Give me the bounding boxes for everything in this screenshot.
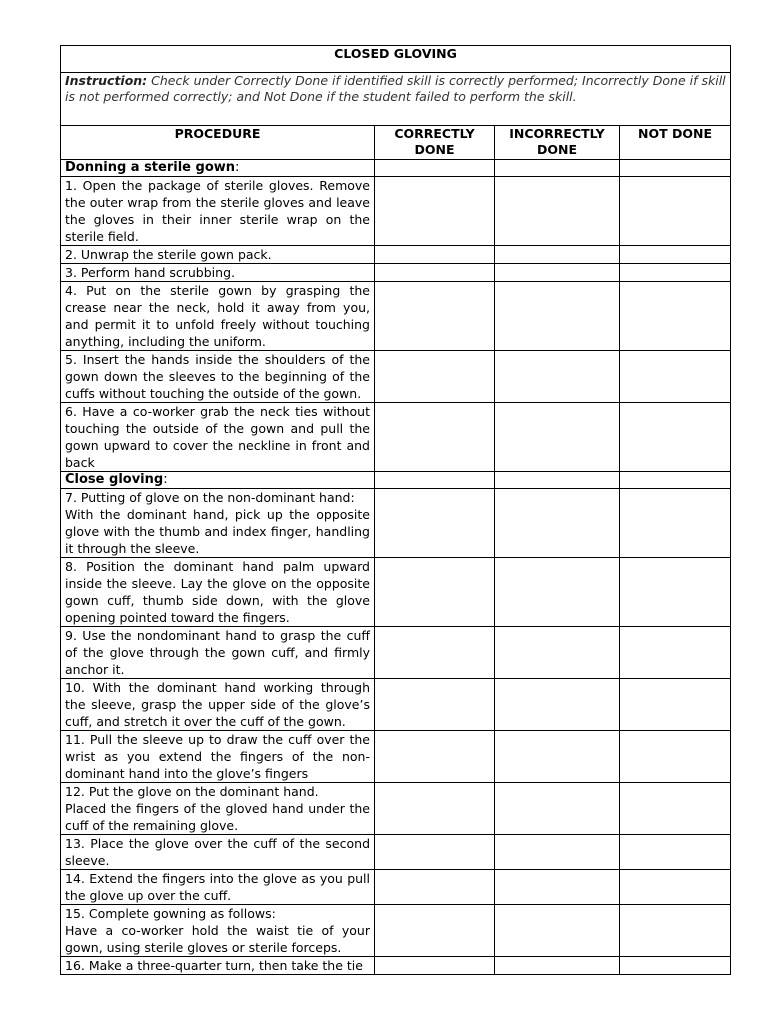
incorrectly-done-cell[interactable] [495,246,620,264]
not-done-cell[interactable] [620,627,731,679]
correctly-done-cell[interactable] [375,957,495,975]
correctly-done-cell[interactable] [375,905,495,957]
incorrectly-done-cell[interactable] [495,957,620,975]
procedure-step [61,282,375,351]
procedure-row [61,957,731,975]
procedure-row [61,282,731,351]
correctly-done-cell[interactable] [375,558,495,627]
procedure-row [61,679,731,731]
correctly-done-cell[interactable] [375,870,495,905]
closed-gloving-checklist [60,45,731,975]
procedure-row [61,351,731,403]
correctly-done-cell[interactable] [375,160,495,177]
procedure-header: PROCEDURE [61,126,375,160]
not-done-cell[interactable] [620,835,731,870]
procedure-text: 16. Make a three-quarter turn, then take the tie [65,958,363,973]
procedure-step [61,783,375,835]
procedure-text: 2. Unwrap the sterile gown pack. [65,247,272,262]
procedure-text: Placed the fingers of the gloved hand under the cuff of the remaining glove. [65,801,370,833]
section-row [61,160,731,177]
instruction-row [61,73,731,126]
procedure-text: 11. Pull the sleeve up to draw the cuff over the wrist as you extend the fingers of the non-dominant hand into the glove’s fingers [65,732,370,781]
procedure-row [61,731,731,783]
not-done-cell[interactable] [620,351,731,403]
title-row [61,46,731,73]
procedure-step [61,731,375,783]
correctly-done-cell[interactable] [375,627,495,679]
procedure-step [61,627,375,679]
incorrectly-done-cell[interactable] [495,160,620,177]
procedure-row [61,627,731,679]
incorrectly-done-cell[interactable] [495,905,620,957]
correctly-done-cell[interactable] [375,246,495,264]
procedure-text: Have a co-worker hold the waist tie of your gown, using sterile gloves or sterile forceps. [65,923,370,955]
procedure-text: 8. Position the dominant hand palm upward inside the sleeve. Lay the glove on the opposite gown cuff, thumb side down, with the glove opening pointed toward the fingers. [65,559,370,625]
correctly-done-cell[interactable] [375,783,495,835]
procedure-text: 13. Place the glove over the cuff of the second sleeve. [65,836,370,868]
not-done-cell[interactable] [620,472,731,489]
procedure-row [61,783,731,835]
correctly-done-cell[interactable] [375,351,495,403]
not-done-header: NOT DONE [620,126,731,160]
incorrectly-done-cell[interactable] [495,783,620,835]
not-done-cell[interactable] [620,679,731,731]
procedure-step [61,489,375,558]
correctly-done-cell[interactable] [375,679,495,731]
incorrectly-done-cell[interactable] [495,489,620,558]
document-title: CLOSED GLOVING [61,46,731,73]
procedure-text: Close gloving [65,472,164,487]
procedure-text: 10. With the dominant hand working through the sleeve, grasp the upper side of the glove’s cuff, and stretch it over the cuff of the gown. [65,680,370,729]
procedure-text: 3. Perform hand scrubbing. [65,265,235,280]
section-heading: Close gloving: [61,472,375,489]
correctly-done-cell[interactable] [375,264,495,282]
correctly-done-header: CORRECTLY DONE [375,126,495,160]
incorrectly-done-cell[interactable] [495,282,620,351]
not-done-cell[interactable] [620,403,731,472]
procedure-step [61,870,375,905]
procedure-step [61,905,375,957]
incorrectly-done-header: INCORRECTLY DONE [495,126,620,160]
incorrectly-done-cell[interactable] [495,403,620,472]
procedure-step [61,835,375,870]
procedure-text: 14. Extend the fingers into the glove as you pull the glove up over the cuff. [65,871,370,903]
procedure-step [61,177,375,246]
correctly-done-cell[interactable] [375,489,495,558]
incorrectly-done-cell[interactable] [495,835,620,870]
correctly-done-cell[interactable] [375,835,495,870]
procedure-row [61,246,731,264]
procedure-step [61,558,375,627]
procedure-step [61,679,375,731]
procedure-text: 5. Insert the hands inside the shoulders of the gown down the sleeves to the beginning of the cuffs without touching the outside of the gown. [65,352,370,401]
procedure-text: 9. Use the nondominant hand to grasp the cuff of the glove through the gown cuff, and firmly anchor it. [65,628,370,677]
correctly-done-cell[interactable] [375,403,495,472]
not-done-cell[interactable] [620,246,731,264]
incorrectly-done-cell[interactable] [495,679,620,731]
procedure-row [61,905,731,957]
procedure-text: Donning a sterile gown [65,160,236,175]
procedure-step [61,264,375,282]
not-done-cell[interactable] [620,489,731,558]
procedure-row [61,835,731,870]
not-done-cell[interactable] [620,731,731,783]
not-done-cell[interactable] [620,282,731,351]
procedure-step [61,957,375,975]
procedure-text: 6. Have a co-worker grab the neck ties without touching the outside of the gown and pull the gown upward to cover the neckline in front and back [65,404,370,470]
not-done-cell[interactable] [620,264,731,282]
incorrectly-done-cell[interactable] [495,264,620,282]
procedure-row [61,403,731,472]
correctly-done-cell[interactable] [375,177,495,246]
incorrectly-done-cell[interactable] [495,351,620,403]
procedure-step [61,351,375,403]
procedure-row [61,177,731,246]
not-done-cell[interactable] [620,870,731,905]
instruction-label: Instruction: [65,73,148,88]
section-row [61,472,731,489]
incorrectly-done-cell[interactable] [495,627,620,679]
not-done-cell[interactable] [620,783,731,835]
instruction-body: Check under Correctly Done if identified skill is correctly performed; Incorrectly Done if skill is not performed correctly; and Not Done if the student failed to perform the skill. [65,73,726,104]
procedure-text: 12. Put the glove on the dominant hand. [65,784,319,799]
procedure-step [61,403,375,472]
instruction-text [61,73,731,126]
not-done-cell[interactable] [620,957,731,975]
not-done-cell[interactable] [620,558,731,627]
incorrectly-done-cell[interactable] [495,558,620,627]
section-heading: Donning a sterile gown: [61,160,375,177]
column-header-row [61,126,731,160]
procedure-row [61,489,731,558]
correctly-done-cell[interactable] [375,282,495,351]
procedure-step [61,246,375,264]
incorrectly-done-cell[interactable] [495,870,620,905]
not-done-cell[interactable] [620,905,731,957]
procedure-text: 7. Putting of glove on the non-dominant hand: [65,490,355,505]
procedure-text: 4. Put on the sterile gown by grasping the crease near the neck, hold it away from you, and permit it to unfold freely without touching anything, including the uniform. [65,283,370,349]
incorrectly-done-cell[interactable] [495,177,620,246]
procedure-row [61,264,731,282]
procedure-text: 1. Open the package of sterile gloves. Remove the outer wrap from the sterile gloves and leave the gloves in their inner sterile wrap on the sterile field. [65,178,370,244]
correctly-done-cell[interactable] [375,472,495,489]
correctly-done-cell[interactable] [375,731,495,783]
incorrectly-done-cell[interactable] [495,472,620,489]
procedure-row [61,870,731,905]
procedure-row [61,558,731,627]
procedure-text: With the dominant hand, pick up the opposite glove with the thumb and index finger, handling it through the sleeve. [65,507,370,556]
not-done-cell[interactable] [620,177,731,246]
not-done-cell[interactable] [620,160,731,177]
incorrectly-done-cell[interactable] [495,731,620,783]
procedure-text: 15. Complete gowning as follows: [65,906,276,921]
